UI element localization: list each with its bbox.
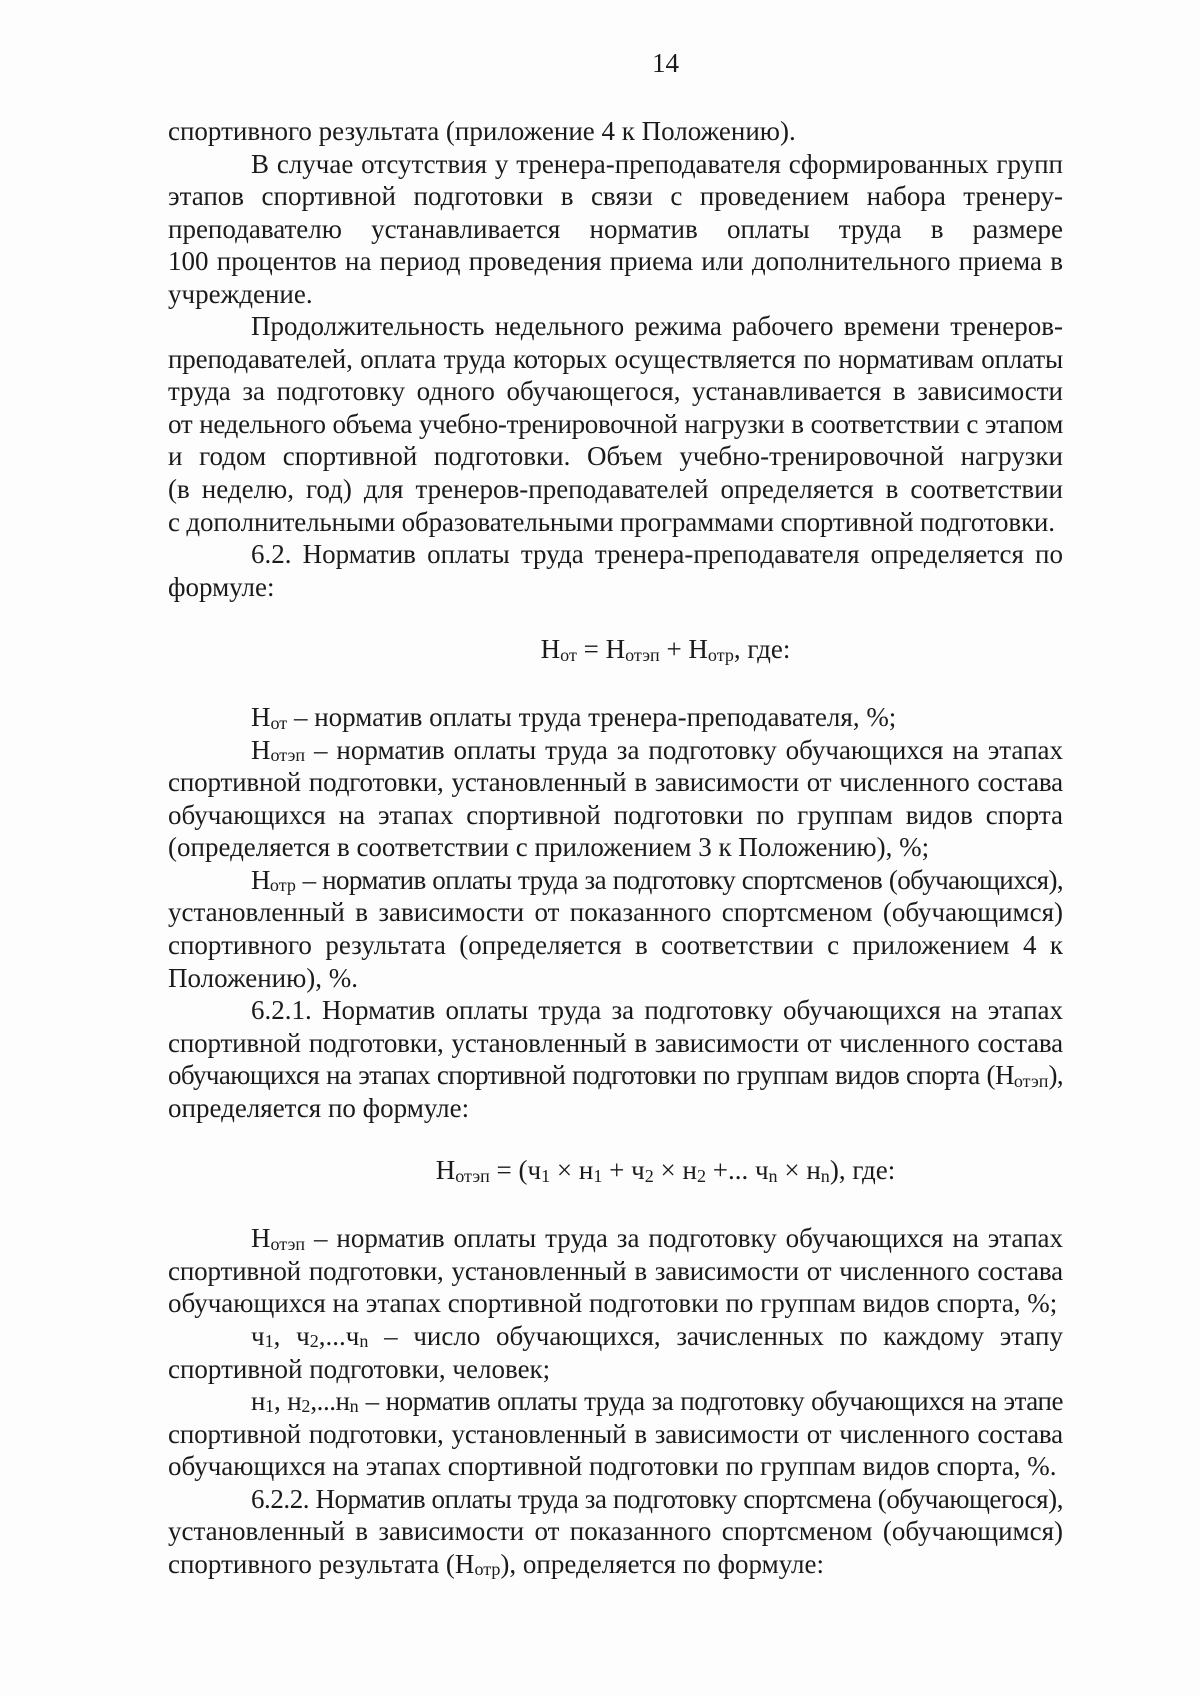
text-line: В случае отсутствия у тренера-преподавателя сформированных групп: [251, 148, 1063, 179]
text-line: $Н_{отр}$ – норматив оплаты труда за подготовку спортсменов (обучающихся),: [251, 864, 1063, 896]
text-line: от недельного объема учебно-тренировочной нагрузки в соответствии с этапом: [168, 408, 1063, 439]
text-line: спортивной подготовки, установленный в зависимости от численного состава: [168, 767, 1063, 798]
text-line: труда за подготовку одного обучающегося, устанавливается в зависимости: [168, 376, 1063, 407]
text-line: Положению), %.: [168, 962, 359, 993]
text-line: 6.2.2. Норматив оплаты труда за подготовку спортсмена (обучающегося),: [251, 1483, 1063, 1514]
text-line: учреждение.: [168, 278, 313, 309]
text-line: Продолжительность недельного режима рабочего времени тренеров-: [251, 311, 1063, 342]
paragraph: [168, 310, 1063, 538]
text-line: спортивной подготовки, установленный в зависимости от численного состава: [168, 1027, 1063, 1058]
text-line: установленный в зависимости от показанного спортсменом (обучающимся): [168, 1516, 1063, 1547]
text-line: $Н_{от}$ – норматив оплаты труда тренера-преподавателя, %;: [251, 702, 897, 733]
text-line: спортивной подготовки, человек;: [168, 1353, 551, 1384]
paragraph: [168, 148, 1063, 311]
text-line: и годом спортивной подготовки. Объем учебно-тренировочной нагрузки: [168, 441, 1063, 472]
document-body: [168, 115, 1063, 1580]
text-line: спортивной подготовки, установленный в зависимости от численного состава: [168, 1418, 1063, 1449]
text-line: определяется по формуле:: [168, 1092, 470, 1123]
paragraph: [168, 115, 1063, 148]
text-line: спортивной подготовки, установленный в зависимости от численного состава: [168, 1255, 1063, 1286]
paragraph: [168, 734, 1063, 864]
paragraph: [168, 701, 1063, 734]
text-line: (определяется в соответствии с приложением 3 к Положению), %;: [168, 832, 930, 863]
text-line: обучающихся на этапах спортивной подготовки по группам видов спорта, %.: [168, 1451, 1057, 1482]
text-line: обучающихся на этапах спортивной подготовки по группам видов спорта $(Н_{отэп})$,: [168, 1060, 1063, 1091]
paragraph: [168, 1320, 1063, 1385]
paragraph: [168, 994, 1063, 1124]
text-line: преподавателей, оплата труда которых осуществляется по нормативам оплаты: [168, 343, 1063, 374]
text-line: с дополнительными образовательными программами спортивной подготовки.: [168, 506, 1055, 537]
text-line: обучающихся на этапах спортивной подготовки по группам видов спорта: [168, 799, 1063, 830]
text-line: спортивного результата (приложение 4 к Положению).: [168, 116, 796, 146]
text-line: $Н_{отэп}$ – норматив оплаты труда за подготовку обучающихся на этапах: [251, 1223, 1063, 1254]
text-line: (в неделю, год) для тренеров-преподавателей определяется в соответствии: [168, 474, 1063, 505]
text-line: преподавателю устанавливается норматив оплаты труда в размере: [168, 213, 1063, 244]
page-content: [168, 47, 1063, 1580]
text-line: $Н_{отэп}$ – норматив оплаты труда за подготовку обучающихся на этапах: [251, 734, 1063, 766]
paragraph: [168, 538, 1063, 603]
text-line: спортивного результата $(Н_{отр})$, определяется по формуле:: [168, 1548, 824, 1580]
formula-line: $Н_{от} = Н_{отэп} + Н_{отр}$, где:: [540, 634, 791, 665]
text-line: этапов спортивной подготовки в связи с проведением набора тренеру-: [168, 181, 1063, 212]
text-line: 6.2. Норматив оплаты труда тренера-преподавателя определяется по: [251, 539, 1063, 570]
text-line: формуле:: [168, 571, 275, 602]
text-line: 100 процентов на период проведения приема или дополнительного приема в: [168, 246, 1063, 277]
paragraph: [168, 864, 1063, 994]
paragraph: [168, 1483, 1063, 1581]
text-line: обучающихся на этапах спортивной подготовки по группам видов спорта, %;: [168, 1288, 1058, 1319]
page-number: 14: [652, 48, 679, 78]
text-line: спортивного результата (определяется в соответствии с приложением 4 к: [168, 930, 1063, 961]
text-line: $ч_1$, $ч_2,...ч_n$ – число обучающихся, зачисленных по каждому этапу: [251, 1320, 1063, 1352]
paragraph: [168, 1222, 1063, 1320]
text-line: установленный в зависимости от показанного спортсменом (обучающимся): [168, 897, 1063, 928]
text-line: 6.2.1. Норматив оплаты труда за подготовку обучающихся на этапах: [251, 995, 1063, 1026]
text-line: $н_1$, $н_2,...н_n$ – норматив оплаты труда за подготовку обучающихся на этапе: [251, 1386, 1063, 1417]
formula-line: $Н_{отэп} = (ч_1 \times н_1 + ч_2 \times н_2$ +... $ч_n \times н_n$), где:: [435, 1155, 896, 1186]
paragraph: [168, 1385, 1063, 1483]
